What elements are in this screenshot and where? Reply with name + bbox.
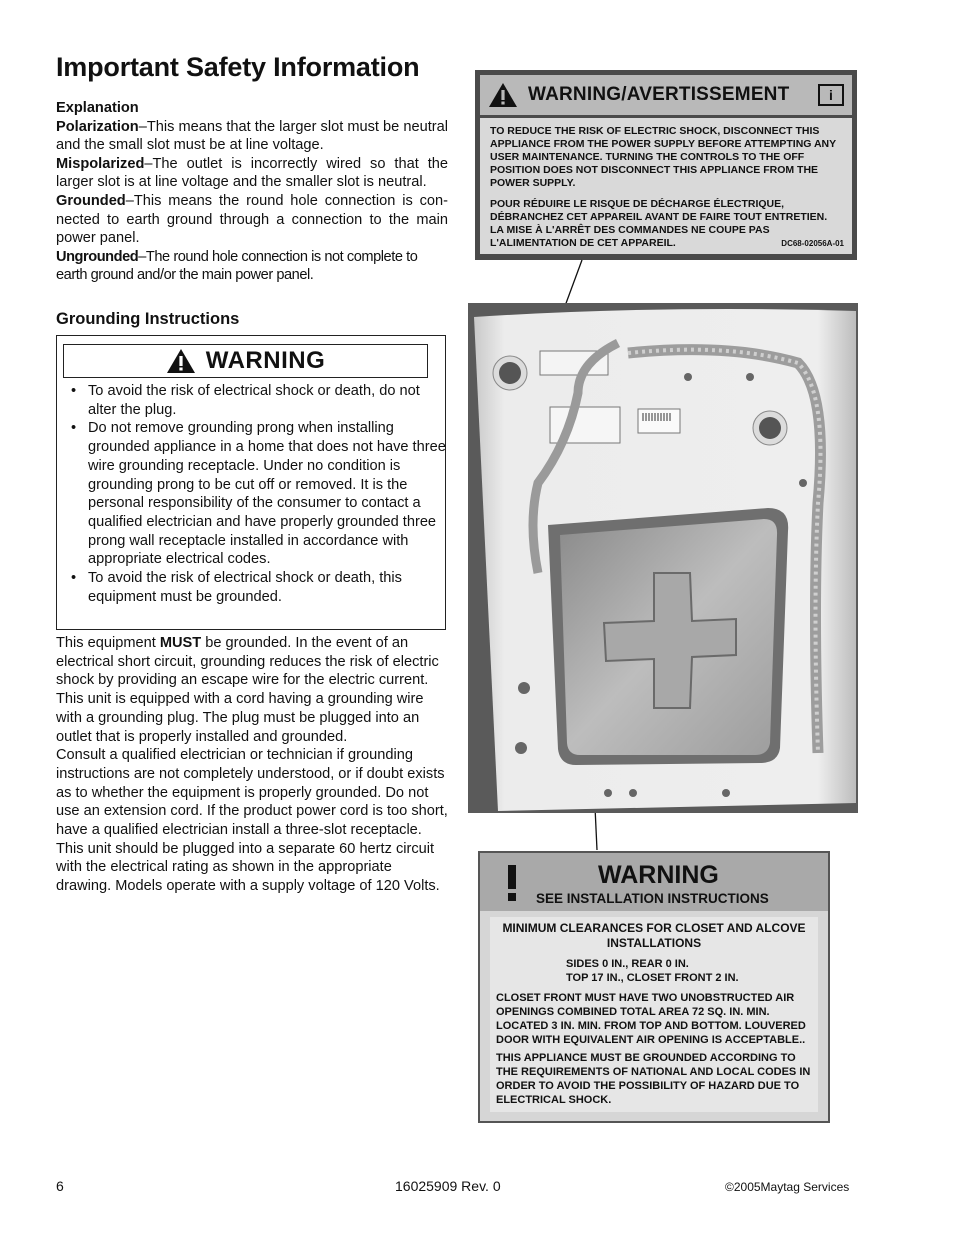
definition-ungrounded: Ungrounded–The round hole connection is not complete to earth ground and/or the main power panel. bbox=[56, 248, 418, 284]
label-bottom-title: WARNING bbox=[598, 861, 719, 889]
clearance-heading: MINIMUM CLEARANCES FOR CLOSET AND ALCOVE INSTALLATIONS bbox=[502, 921, 806, 950]
copyright: ©2005Maytag Services bbox=[725, 1180, 850, 1194]
warning-item: • Do not remove grounding prong when installing grounded appliance in a home that does not have three wire grounding receptacle. Under no condition is grounding prong to be cut off or removed. It is the personal responsibility of the consumer to contact a qualified electrician and have properly grounded three prong wall receptacle installed in accordance with appropriate electrical codes. bbox=[69, 419, 447, 569]
definition-grounded: Grounded–This means the round hole connection is con-nected to earth ground through a connection to the main power panel. bbox=[56, 192, 448, 247]
clearance-dimensions: SIDES 0 IN., REAR 0 IN. TOP 17 IN., CLOSET FRONT 2 IN. bbox=[566, 958, 739, 984]
exclamation-icon bbox=[502, 863, 522, 903]
label-top-title: WARNING/AVERTISSEMENT bbox=[528, 84, 790, 105]
warning-box bbox=[56, 335, 446, 630]
label-top-french: POUR RÉDUIRE LE RISQUE DE DÉCHARGE ÉLECTRIQUE, DÉBRANCHEZ CET APPAREIL AVANT DE FAIRE TOUT ENTRETIEN. LA MISE À L'ARRÊT DES COMMANDES NE COUPE PAS L'ALIMENTATION DE CET APPAREIL. bbox=[490, 198, 828, 249]
manual-book-icon: i bbox=[818, 84, 844, 106]
page-title: Important Safety Information bbox=[56, 52, 420, 82]
explanation-section bbox=[56, 99, 448, 285]
label-bottom-body bbox=[490, 917, 818, 1112]
washer-rear-photo bbox=[468, 303, 858, 813]
warning-item: • To avoid the risk of electrical shock or death, do not alter the plug. bbox=[69, 382, 447, 419]
warning-title: WARNING bbox=[205, 347, 326, 374]
warning-triangle-icon bbox=[166, 348, 196, 374]
grounding-heading: Grounding Instructions bbox=[56, 310, 240, 328]
closet-front-text: CLOSET FRONT MUST HAVE TWO UNOBSTRUCTED AIR OPENINGS COMBINED TOTAL AREA 72 SQ. IN. MIN. LOCATED 3 IN. MIN. FROM TOP AND BOTTOM. LOUVERED DOOR WITH EQUIVALENT AIR OPENING IS ACCEPTABLE.. bbox=[496, 992, 806, 1046]
label-top-english: TO REDUCE THE RISK OF ELECTRIC SHOCK, DISCONNECT THIS APPLIANCE FROM THE POWER SUPPLY BEFORE ATTEMPTING ANY USER MAINTENANCE. TURNING THE CONTROLS TO THE OFF POSITION DOES NOT DISCONNECT THIS APPLIANCE FROM THE POWER SUPPLY. bbox=[490, 125, 836, 189]
definition-polarization: Polarization–This means that the larger slot must be neutral and the small slot must be at line voltage. bbox=[56, 118, 448, 154]
label-bottom-subtitle: SEE INSTALLATION INSTRUCTIONS bbox=[536, 891, 769, 906]
label-top-header bbox=[480, 75, 852, 115]
label-bottom-header bbox=[480, 853, 828, 911]
grounding-body bbox=[56, 634, 448, 896]
warning-label-photo-top bbox=[475, 70, 857, 260]
page-number: 6 bbox=[56, 1178, 64, 1194]
definition-mispolarized: Mispolarized–The outlet is incorrectly wired so that the larger slot is at line voltage and the smaller slot is neutral. bbox=[56, 155, 448, 191]
warning-list bbox=[69, 382, 447, 606]
grounding-paragraph-1: This equipment MUST be grounded. In the event of an electrical short circuit, grounding reduces the risk of electric shock by providing an escape wire for the electric current. This unit is equipped with a cord having a grounding wire with a grounding plug. The plug must be plugged into an outlet that is properly installed and grounded. bbox=[56, 635, 439, 745]
document-number: 16025909 Rev. 0 bbox=[395, 1178, 501, 1194]
label-top-body bbox=[480, 118, 852, 254]
grounding-label-text: THIS APPLIANCE MUST BE GROUNDED ACCORDING TO THE REQUIREMENTS OF NATIONAL AND LOCAL CODES IN ORDER TO AVOID THE POSSIBILITY OF HAZARD DUE TO ELECTRICAL SHOCK. bbox=[496, 1052, 811, 1106]
warning-label-photo-bottom bbox=[478, 851, 830, 1123]
label-code: DC68-02056A-01 bbox=[781, 239, 844, 248]
warning-triangle-icon bbox=[488, 82, 518, 108]
warning-banner bbox=[63, 344, 428, 378]
grounding-paragraph-2: Consult a qualified electrician or technician if grounding instructions are not completely understood, or if doubt exists as to whether the equipment is properly grounded. Do not use an extension cord. If the product power cord is too short, have a qualified electrician install a three-slot receptacle. This unit should be plugged into a separate 60 hertz circuit with the electrical rating as shown in the appropriate drawing. Models operate with a supply voltage of 120 Volts. bbox=[56, 747, 448, 895]
explanation-heading: Explanation bbox=[56, 100, 139, 116]
warning-item: • To avoid the risk of electrical shock or death, this equipment must be grounded. bbox=[69, 569, 447, 606]
